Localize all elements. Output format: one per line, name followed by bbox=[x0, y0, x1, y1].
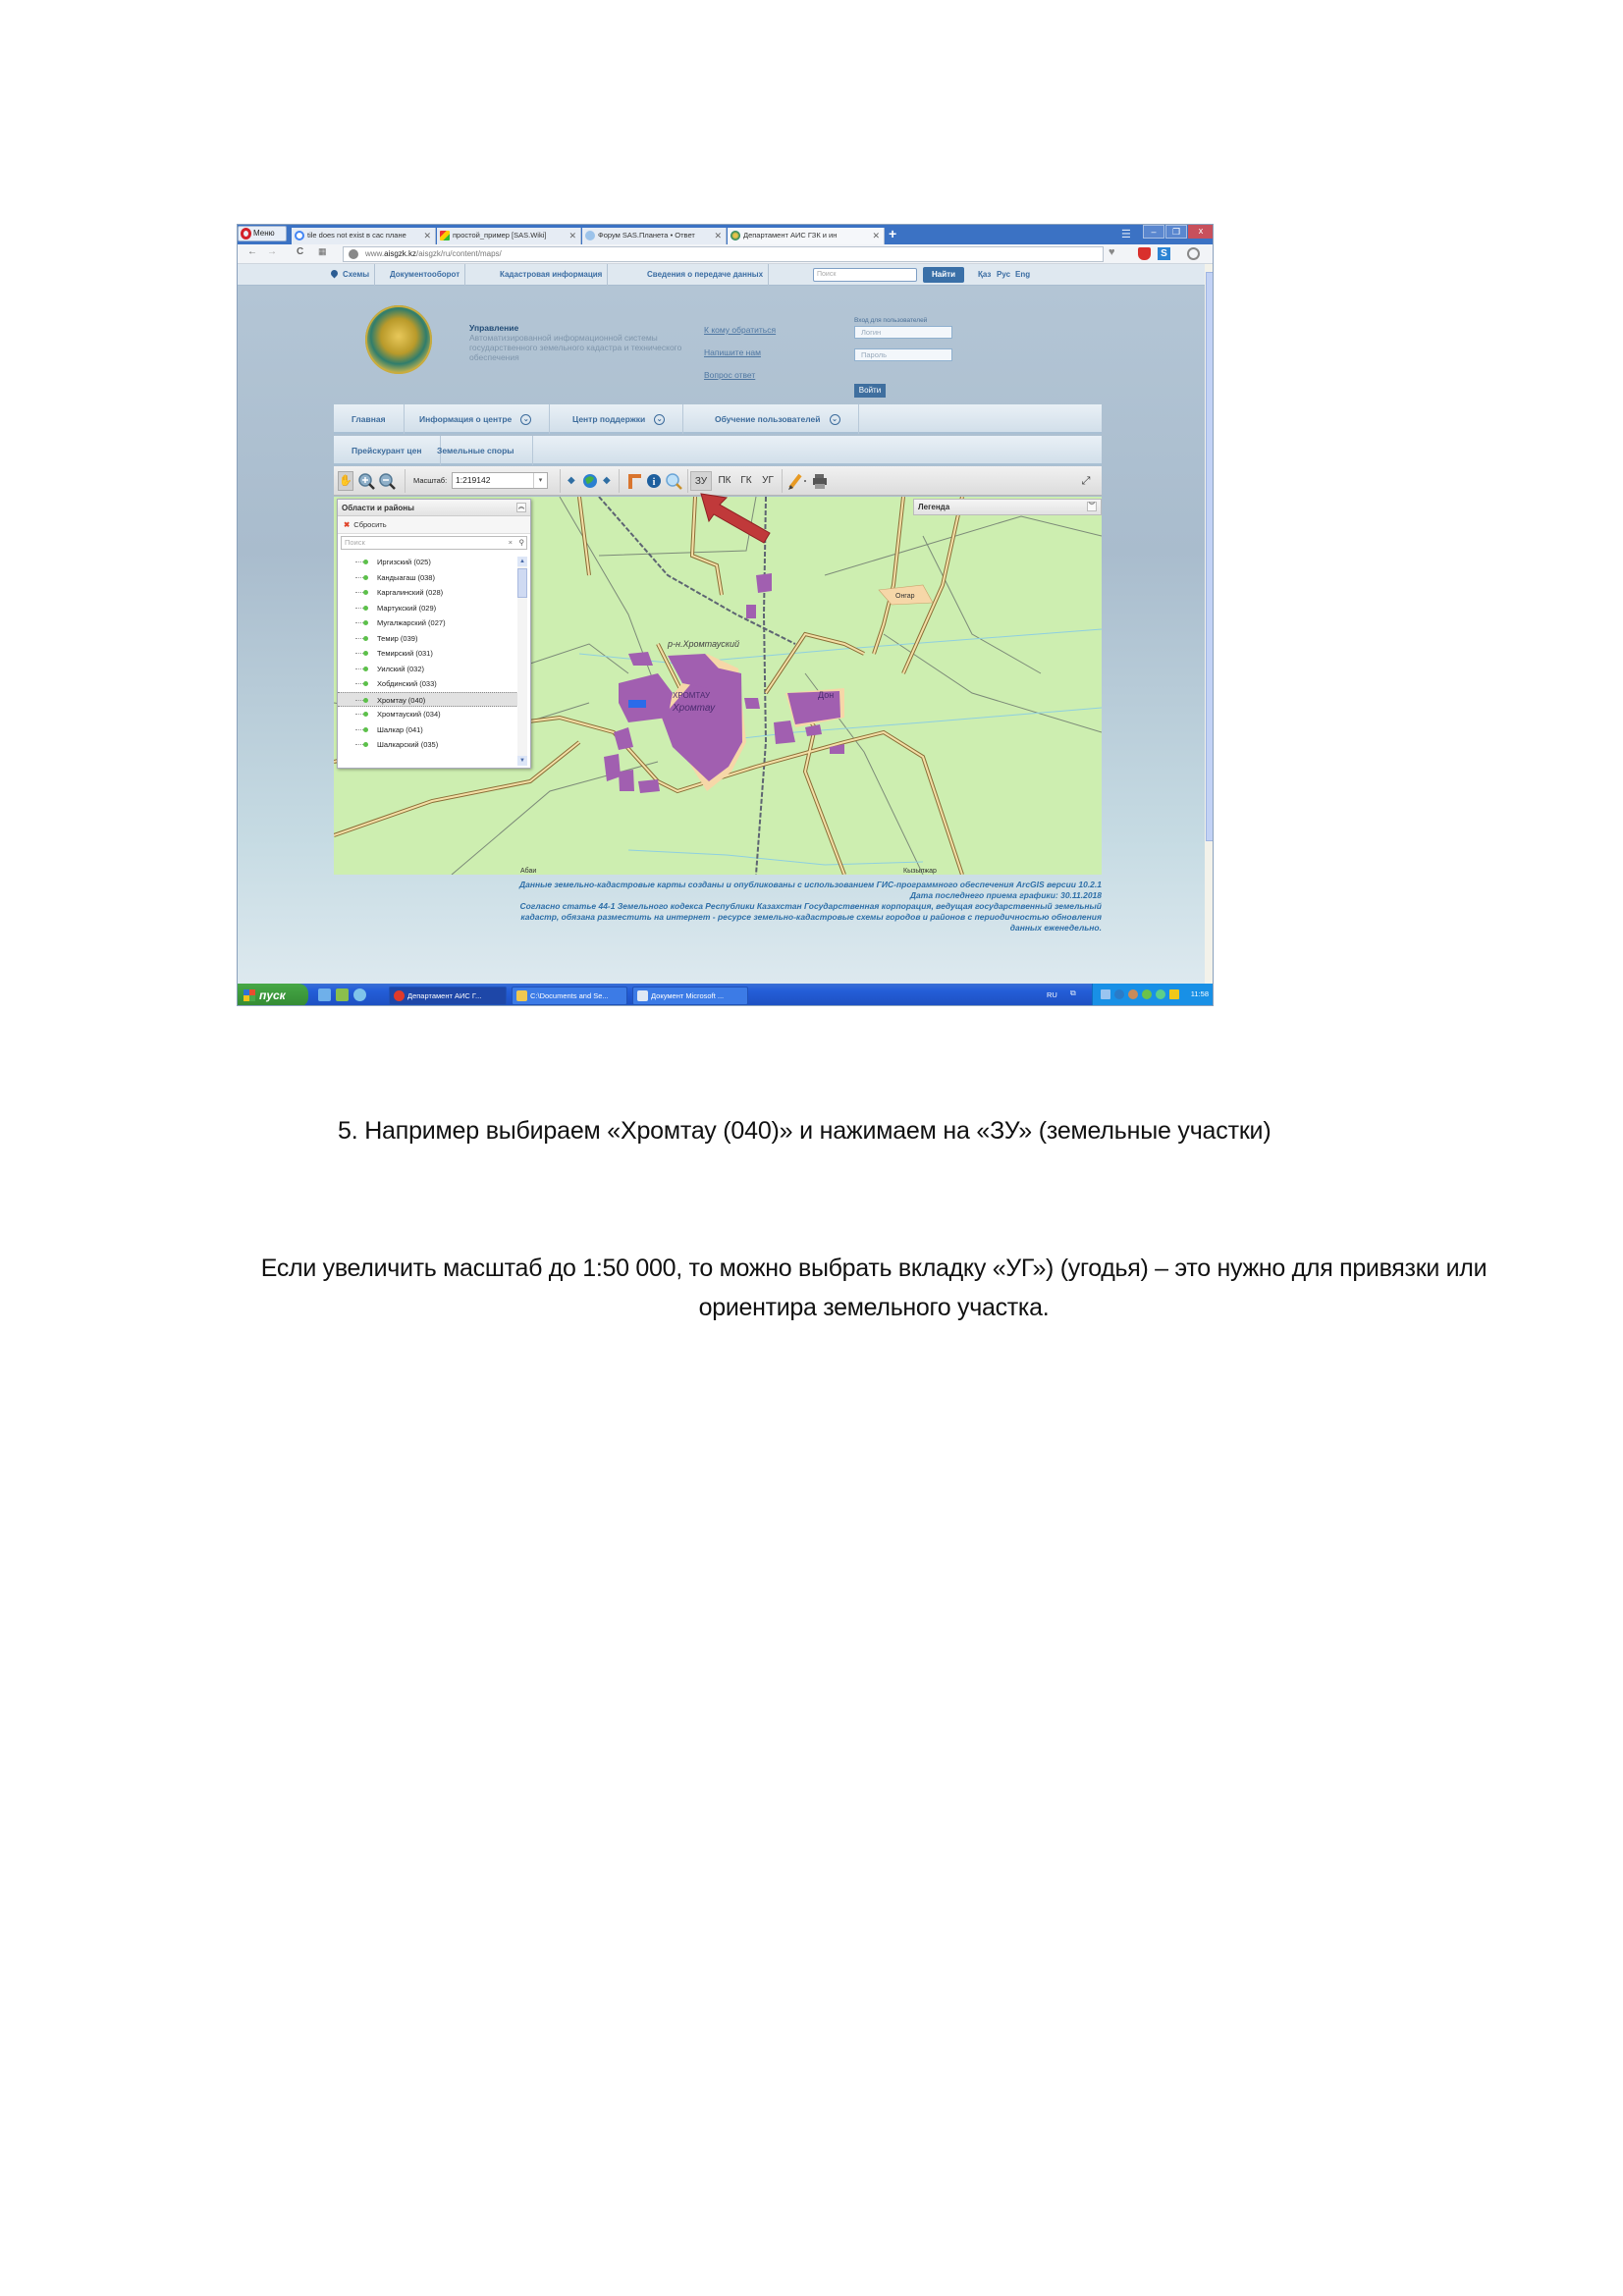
region-label: Кандыагаш (038) bbox=[377, 572, 435, 582]
region-dot-icon bbox=[363, 575, 368, 580]
menu-label: Обучение пользователей bbox=[715, 414, 821, 424]
map-label-kyzylzhar: Кызылжар bbox=[903, 868, 937, 875]
toolbar-divider bbox=[560, 469, 561, 493]
url-path: /aisgzk/ru/content/maps/ bbox=[416, 249, 502, 258]
region-dot-icon bbox=[363, 651, 368, 656]
nav-label: Сведения о передаче данных bbox=[647, 270, 764, 279]
tray-app-icon[interactable] bbox=[1114, 989, 1124, 999]
region-label: Темир (039) bbox=[377, 633, 418, 643]
reset-label: Сбросить bbox=[353, 520, 387, 529]
region-item[interactable] bbox=[338, 676, 518, 692]
layer-tab-gk[interactable]: ГК bbox=[740, 475, 752, 486]
tree-line bbox=[355, 729, 363, 730]
login-caption: Вход для пользователей bbox=[854, 317, 928, 324]
region-dot-icon bbox=[363, 681, 368, 686]
clock: 11:58 bbox=[1190, 989, 1209, 998]
lang-eng[interactable]: Eng bbox=[1015, 270, 1031, 279]
region-label: Шалкар (041) bbox=[377, 724, 423, 734]
draw-pencil-icon[interactable] bbox=[787, 471, 809, 491]
clear-search-icon[interactable]: × bbox=[508, 538, 513, 547]
scroll-up-icon[interactable]: ▲ bbox=[517, 557, 527, 566]
chevron-down-icon: ⌄ bbox=[830, 414, 840, 425]
new-tab-button[interactable]: + bbox=[889, 226, 897, 241]
disclaimer-line: Согласно статье 44-1 Земельного кодекса Республики Казахстан Государственная корпорация, ведущая государственный земельный bbox=[519, 901, 1102, 911]
tab-label: простой_пример [SAS.Wiki] bbox=[453, 231, 547, 240]
region-dot-icon bbox=[363, 727, 368, 732]
org-subtitle: Автоматизированной информационной системы государственного земельного кадастра и технического обеспечения bbox=[469, 333, 682, 362]
location-pin-icon bbox=[330, 269, 340, 279]
tab-google[interactable] bbox=[292, 228, 436, 244]
quicklaunch-messenger-icon[interactable] bbox=[353, 988, 366, 1001]
reset-button[interactable] bbox=[338, 516, 530, 534]
tab-label: Департамент АИС ГЗК и ин bbox=[743, 231, 838, 240]
menu-land-disputes[interactable] bbox=[419, 436, 533, 465]
map-canvas[interactable] bbox=[334, 497, 1102, 875]
region-label: Уилский (032) bbox=[377, 664, 424, 673]
region-label: Мартукский (029) bbox=[377, 603, 437, 613]
disclaimer-line: кадастр, обязана разместить на интернет - ресурсе земельно-кадастровые схемы городов и районов с периодичностью обновления bbox=[520, 912, 1102, 922]
region-dot-icon bbox=[363, 742, 368, 747]
tree-line bbox=[355, 714, 363, 715]
chevron-down-icon: ⌄ bbox=[654, 414, 665, 425]
tree-line bbox=[355, 744, 363, 745]
org-title: Управление bbox=[469, 323, 519, 333]
tray-app-icon[interactable] bbox=[1156, 989, 1165, 999]
main-menu-row-1 bbox=[334, 404, 1102, 434]
tree-line bbox=[355, 668, 363, 669]
sas-wiki-icon bbox=[440, 231, 450, 240]
region-item-selected[interactable] bbox=[338, 692, 518, 708]
regions-panel-header bbox=[338, 500, 530, 516]
toolbar-divider bbox=[619, 469, 620, 493]
close-window-button[interactable]: x bbox=[1188, 225, 1214, 239]
tree-line bbox=[355, 683, 363, 684]
reload-icon[interactable]: C bbox=[297, 246, 304, 257]
print-icon[interactable] bbox=[812, 471, 828, 491]
tree-line bbox=[355, 638, 363, 639]
search-map-icon[interactable] bbox=[665, 471, 682, 491]
next-extent-icon[interactable]: ◆ bbox=[603, 475, 611, 486]
region-dot-icon bbox=[363, 606, 368, 611]
region-item[interactable] bbox=[338, 737, 518, 753]
svg-text:i: i bbox=[652, 477, 656, 488]
region-item[interactable] bbox=[338, 570, 518, 586]
taskbar-item-browser[interactable] bbox=[389, 987, 507, 1005]
url-prefix: www. bbox=[365, 249, 385, 258]
scale-select[interactable] bbox=[452, 472, 548, 489]
site-info-icon[interactable] bbox=[349, 249, 358, 259]
downloads-icon[interactable] bbox=[1187, 247, 1200, 260]
region-item[interactable] bbox=[338, 601, 518, 616]
regions-list bbox=[338, 555, 518, 766]
scale-value: 1:219142 bbox=[456, 475, 491, 485]
menu-support-center[interactable] bbox=[555, 404, 683, 434]
menu-label: Земельные споры bbox=[437, 446, 514, 455]
system-tray bbox=[1092, 984, 1214, 1006]
folder-icon bbox=[516, 990, 527, 1001]
step-5-text: 5. Например выбираем «Хромтау (040)» и нажимаем на «ЗУ» (земельные участки) bbox=[338, 1117, 1271, 1145]
tab-label: tile does not exist в cac плане bbox=[307, 231, 406, 240]
region-item[interactable] bbox=[338, 615, 518, 631]
page-scroll-thumb[interactable] bbox=[1206, 272, 1214, 841]
link-write-us[interactable]: Напишите нам bbox=[704, 347, 761, 357]
tray-app-icon[interactable] bbox=[1142, 989, 1152, 999]
task-label: Департамент АИС Г... bbox=[407, 991, 482, 1000]
start-button[interactable] bbox=[238, 984, 308, 1006]
link-faq[interactable]: Вопрос ответ bbox=[704, 370, 756, 380]
tab-label: Форум SAS.Планета • Ответ bbox=[598, 231, 695, 240]
annotation-arrow-icon bbox=[699, 492, 778, 546]
site-emblem-icon bbox=[730, 231, 740, 240]
tab-sas-wiki[interactable] bbox=[437, 228, 581, 244]
menu-home[interactable] bbox=[334, 404, 405, 434]
region-dot-icon bbox=[363, 712, 368, 717]
network-icon[interactable] bbox=[1101, 989, 1110, 999]
close-tab-icon[interactable]: ✕ bbox=[568, 231, 576, 240]
legend-panel[interactable] bbox=[913, 499, 1102, 515]
tree-line bbox=[355, 561, 363, 562]
layer-tab-pk[interactable]: ПК bbox=[718, 475, 731, 486]
menu-about-center[interactable] bbox=[402, 404, 550, 434]
tab-sas-forum[interactable] bbox=[582, 228, 727, 244]
toolbar-divider bbox=[405, 469, 406, 493]
browser-screenshot bbox=[237, 224, 1214, 1006]
regions-search-input[interactable] bbox=[341, 536, 527, 550]
region-label: Хромтауский (034) bbox=[377, 710, 441, 719]
zoom-in-icon[interactable] bbox=[357, 471, 375, 491]
collapse-up-icon[interactable]: ︽ bbox=[517, 505, 524, 510]
word-document-icon bbox=[637, 990, 648, 1001]
tree-line bbox=[355, 622, 363, 623]
forum-icon bbox=[585, 231, 595, 240]
url-domain: aisgzk.kz bbox=[384, 249, 417, 258]
scale-label: Масштаб: bbox=[413, 476, 448, 485]
lang-rus[interactable]: Рус bbox=[997, 270, 1011, 279]
region-dot-icon bbox=[363, 560, 368, 564]
region-item[interactable] bbox=[338, 585, 518, 601]
opera-logo-icon bbox=[241, 228, 251, 240]
close-tab-icon[interactable]: ✕ bbox=[714, 231, 722, 240]
nav-label: Документооборот bbox=[390, 270, 460, 279]
reset-x-icon: ✖ bbox=[344, 520, 351, 529]
pan-hand-icon[interactable]: ✋ bbox=[338, 471, 353, 491]
disclaimer bbox=[334, 880, 1102, 934]
menu-user-training[interactable] bbox=[697, 404, 859, 434]
region-label: Хромтау (040) bbox=[377, 695, 426, 705]
kazakhstan-emblem-logo bbox=[365, 305, 432, 374]
regions-search-placeholder: Поиск bbox=[345, 538, 365, 547]
region-label: Иргизский (025) bbox=[377, 558, 431, 566]
region-dot-icon bbox=[363, 620, 368, 625]
fullscreen-icon[interactable]: ⤢ bbox=[1081, 475, 1091, 487]
menu-label: Меню bbox=[253, 229, 275, 238]
login-button[interactable]: Войти bbox=[854, 384, 886, 398]
page-scrollbar[interactable] bbox=[1205, 264, 1214, 984]
nav-cadastral-info[interactable] bbox=[495, 264, 608, 286]
forward-icon[interactable]: → bbox=[267, 246, 277, 257]
start-label: пуск bbox=[259, 988, 286, 1002]
disclaimer-line: Дата последнего приема графики: 30.11.2018 bbox=[909, 890, 1102, 900]
google-icon bbox=[295, 231, 304, 240]
password-input[interactable]: Пароль bbox=[854, 348, 952, 361]
menu-label: Информация о центре bbox=[419, 414, 513, 424]
main-menu-row-2 bbox=[334, 436, 1102, 465]
region-dot-icon bbox=[363, 636, 368, 641]
layer-tab-zu[interactable]: ЗУ bbox=[690, 471, 712, 491]
taskbar-item-explorer[interactable] bbox=[512, 987, 627, 1005]
info-icon[interactable] bbox=[646, 471, 662, 491]
region-dot-icon bbox=[363, 667, 368, 671]
region-label: Хобдинский (033) bbox=[377, 679, 437, 688]
instruction-paragraph: Если увеличить масштаб до 1:50 000, то можно выбрать вкладку «УГ») (угодья) – это нужно для привязки или ориентира земельного участка. bbox=[260, 1255, 1488, 1321]
close-tab-icon[interactable]: ✕ bbox=[423, 231, 431, 240]
close-tab-icon[interactable]: ✕ bbox=[872, 231, 880, 240]
zoom-out-icon[interactable] bbox=[378, 471, 396, 491]
measure-icon[interactable] bbox=[626, 471, 642, 491]
quicklaunch-app-icon[interactable] bbox=[336, 988, 349, 1001]
toolbar-divider bbox=[687, 469, 688, 493]
region-item[interactable] bbox=[338, 631, 518, 647]
region-label: Темирский (031) bbox=[377, 649, 433, 658]
regions-panel-title: Области и районы bbox=[342, 504, 414, 512]
nav-label: Схемы bbox=[343, 270, 370, 279]
windows-taskbar bbox=[238, 984, 1213, 1006]
disclaimer-line: данных еженедельно. bbox=[1009, 923, 1102, 933]
browser-tab-bar bbox=[238, 225, 1213, 244]
quicklaunch-ie-icon[interactable] bbox=[318, 988, 331, 1001]
tab-aisgzk[interactable] bbox=[728, 228, 885, 244]
login-input[interactable]: Логин bbox=[854, 326, 952, 339]
region-item[interactable] bbox=[338, 722, 518, 738]
site-search-button[interactable]: Найти bbox=[923, 267, 964, 283]
map-label-abai: Абаи bbox=[520, 868, 537, 875]
speed-dial-icon[interactable]: ▦ bbox=[318, 246, 327, 256]
address-bar-row bbox=[238, 244, 1213, 264]
full-extent-globe-icon[interactable] bbox=[582, 471, 598, 491]
region-dot-icon bbox=[363, 698, 368, 703]
regions-panel bbox=[337, 499, 531, 769]
lang-kaz[interactable]: Қаз bbox=[978, 270, 992, 279]
region-item[interactable] bbox=[338, 662, 518, 677]
website bbox=[238, 264, 1205, 984]
menu-label: Центр поддержки bbox=[572, 414, 646, 424]
bookmark-heart-icon[interactable]: ♥ bbox=[1109, 246, 1115, 258]
chevron-down-icon[interactable]: ▾ bbox=[533, 473, 547, 488]
region-label: Каргалинский (028) bbox=[377, 588, 444, 597]
tab-menu-icon[interactable]: ☰ bbox=[1121, 229, 1131, 240]
tree-line bbox=[355, 700, 363, 701]
region-item[interactable] bbox=[338, 646, 518, 662]
taskbar-item-word[interactable] bbox=[632, 987, 748, 1005]
site-top-nav bbox=[238, 264, 1205, 286]
expand-down-icon[interactable]: ︾ bbox=[1088, 504, 1095, 509]
tree-line bbox=[355, 608, 363, 609]
map-label-ongar: Онгар bbox=[895, 593, 915, 600]
task-label: C:\Documents and Se... bbox=[530, 991, 609, 1000]
regions-scrollbar[interactable] bbox=[517, 557, 527, 766]
url-input[interactable] bbox=[343, 246, 1104, 262]
language-indicator[interactable]: RU bbox=[1047, 990, 1057, 999]
opera-icon bbox=[394, 990, 405, 1001]
region-label: Мугалжарский (027) bbox=[377, 618, 446, 627]
map-label-city-caps: ХРОМТАУ bbox=[673, 691, 711, 700]
link-contacts[interactable]: К кому обратиться bbox=[704, 325, 777, 335]
chevron-down-icon: ⌄ bbox=[520, 414, 531, 425]
tree-line bbox=[355, 577, 363, 578]
layer-tab-ug[interactable]: УГ bbox=[762, 475, 774, 486]
maximize-button[interactable]: ❐ bbox=[1165, 225, 1187, 239]
region-item[interactable] bbox=[338, 555, 518, 570]
tree-line bbox=[355, 653, 363, 654]
minimize-button[interactable]: – bbox=[1143, 225, 1164, 239]
tree-line bbox=[355, 592, 363, 593]
menu-label: Главная bbox=[352, 414, 386, 424]
language-bar-icon[interactable]: ⧉ bbox=[1070, 988, 1076, 997]
map-label-don: Дон bbox=[818, 690, 835, 700]
windows-logo-icon bbox=[243, 989, 255, 1001]
nav-document-flow[interactable] bbox=[385, 264, 465, 286]
search-icon[interactable]: ⚲ bbox=[518, 538, 524, 547]
scroll-down-icon[interactable]: ▼ bbox=[517, 756, 527, 766]
toolbar-divider bbox=[782, 469, 783, 493]
legend-title: Легенда bbox=[918, 503, 950, 511]
nav-schemes[interactable] bbox=[326, 264, 375, 286]
site-search-input[interactable]: Поиск bbox=[813, 268, 917, 282]
disclaimer-line: Данные земельно-кадастровые карты созданы и опубликованы с использованием ГИС-программного обеспечения ArcGIS версии 10.2.1 bbox=[518, 880, 1102, 889]
menu-label: Прейскурант цен bbox=[352, 446, 422, 455]
extension-s-icon[interactable]: S bbox=[1158, 247, 1170, 260]
task-label: Документ Microsoft ... bbox=[651, 991, 725, 1000]
scroll-thumb[interactable] bbox=[517, 568, 527, 598]
previous-extent-icon[interactable]: ◆ bbox=[568, 475, 575, 486]
nav-data-transfer[interactable] bbox=[642, 264, 769, 286]
map-label-city: Хромтау bbox=[673, 703, 716, 714]
browser-menu-button[interactable] bbox=[238, 226, 287, 241]
adblock-shield-icon[interactable] bbox=[1138, 247, 1151, 260]
nav-label: Кадастровая информация bbox=[500, 270, 603, 279]
back-icon[interactable]: ← bbox=[247, 246, 257, 257]
map-label-district: р-н.Хромтауский bbox=[668, 639, 740, 649]
tray-app-icon[interactable] bbox=[1128, 989, 1138, 999]
region-dot-icon bbox=[363, 590, 368, 595]
region-label: Шалкарский (035) bbox=[377, 740, 439, 749]
region-item[interactable] bbox=[338, 707, 518, 722]
tray-app-icon[interactable] bbox=[1169, 989, 1179, 999]
